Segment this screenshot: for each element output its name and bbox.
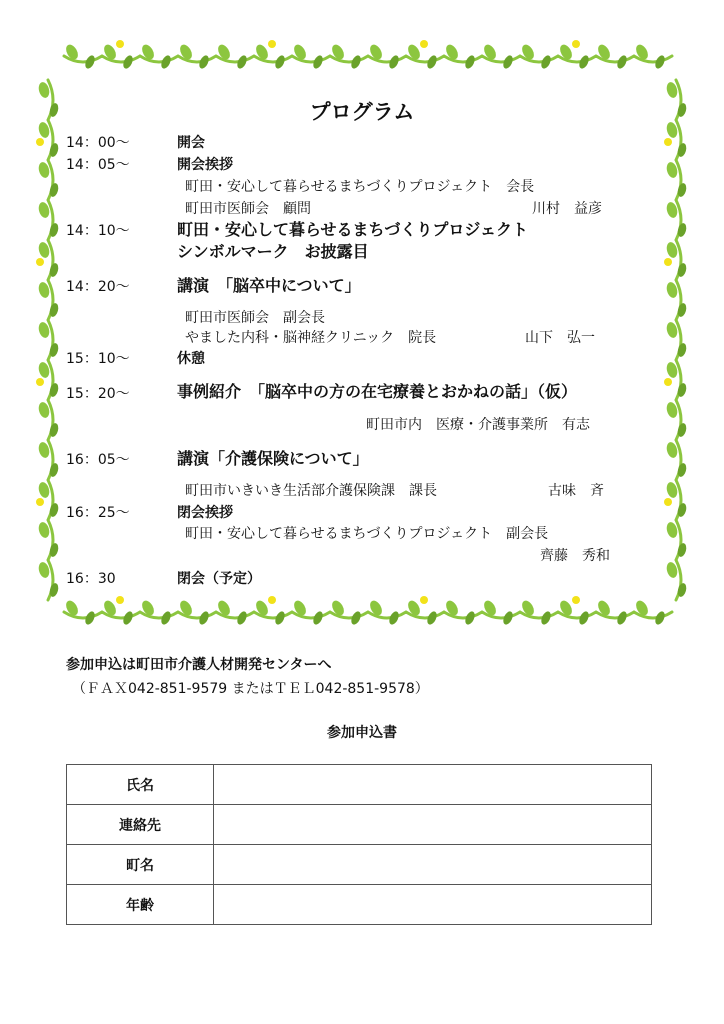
time-1405: 14：05～ [66,157,130,173]
lecture-stroke-role: やました内科・脳神経クリニック 院長 [185,330,437,346]
time-1630: 16：30 [66,571,116,587]
form-field-town[interactable] [214,845,652,885]
berry-icon [664,378,672,386]
berry-icon [572,596,580,604]
time-1400: 14：00～ [66,135,130,151]
program-title: プログラム [309,100,415,124]
berry-icon [36,498,44,506]
event-break: 休憩 [177,351,205,367]
time-1510: 15：10～ [66,351,130,367]
berry-icon [664,138,672,146]
berry-icon [664,498,672,506]
event-symbol-mark: シンボルマーク お披露目 [177,242,369,261]
lecture-stroke-org: 町田市医師会 副会長 [185,310,325,326]
form-field-name[interactable] [214,765,652,805]
opening-greeting-name: 川村 益彦 [532,201,602,217]
time-1605: 16：05～ [66,452,130,468]
form-row-contact [67,805,652,845]
lecture-insurance-role: 町田市いきいき生活部介護保険課 課長 [185,483,437,499]
form-row-name [67,765,652,805]
form-label-name: 氏名 [67,765,214,805]
case-study-presenters: 町田市内 医療・介護事業所 有志 [366,417,590,433]
form-title: 参加申込書 [327,725,397,741]
berry-icon [572,40,580,48]
form-field-age[interactable] [214,885,652,925]
berry-icon [116,40,124,48]
event-lecture-insurance: 講演「介護保険について」 [177,449,369,468]
form-row-town [67,845,652,885]
lecture-stroke-name: 山下 弘一 [525,330,595,346]
closing-greeting-role: 町田・安心して暮らせるまちづくりプロジェクト 副会長 [185,526,549,542]
form-row-age [67,885,652,925]
berry-icon [420,596,428,604]
berry-icon [36,258,44,266]
time-1625: 16：25～ [66,505,130,521]
vine-right [676,80,681,600]
event-opening-greeting: 開会挨拶 [177,157,233,173]
form-field-contact[interactable] [214,805,652,845]
berry-icon [268,596,276,604]
application-form [66,764,652,925]
event-closing: 閉会（予定） [177,571,261,587]
berry-icon [116,596,124,604]
opening-greeting-role: 町田市医師会 顧問 [185,201,311,217]
application-instructions: 参加申込は町田市介護人材開発センターへ [66,657,332,673]
closing-greeting-name: 齊藤 秀和 [540,548,610,564]
berry-icon [664,258,672,266]
event-closing-greeting: 閉会挨拶 [177,505,233,521]
berry-icon [36,378,44,386]
event-project: 町田・安心して暮らせるまちづくりプロジェクト [177,220,529,239]
berry-icon [420,40,428,48]
event-opening: 開会 [177,135,205,151]
time-1420: 14：20～ [66,279,130,295]
berry-icon [268,40,276,48]
vine-left [48,80,53,600]
opening-greeting-org: 町田・安心して暮らせるまちづくりプロジェクト 会長 [185,179,535,195]
form-label-age: 年齢 [67,885,214,925]
time-1520: 15：20～ [66,386,130,402]
lecture-insurance-name: 古味 斉 [548,483,604,499]
event-lecture-stroke: 講演 「脳卒中について」 [177,276,361,295]
form-label-contact: 連絡先 [67,805,214,845]
application-contact: （ＦＡＸ042-851-9579 またはＴＥＬ042-851-9578） [72,681,429,697]
event-case-study: 事例紹介 「脳卒中の方の在宅療養とおかねの話」（仮） [177,382,578,401]
berry-icon [36,138,44,146]
time-1410: 14：10～ [66,223,130,239]
form-label-town: 町名 [67,845,214,885]
